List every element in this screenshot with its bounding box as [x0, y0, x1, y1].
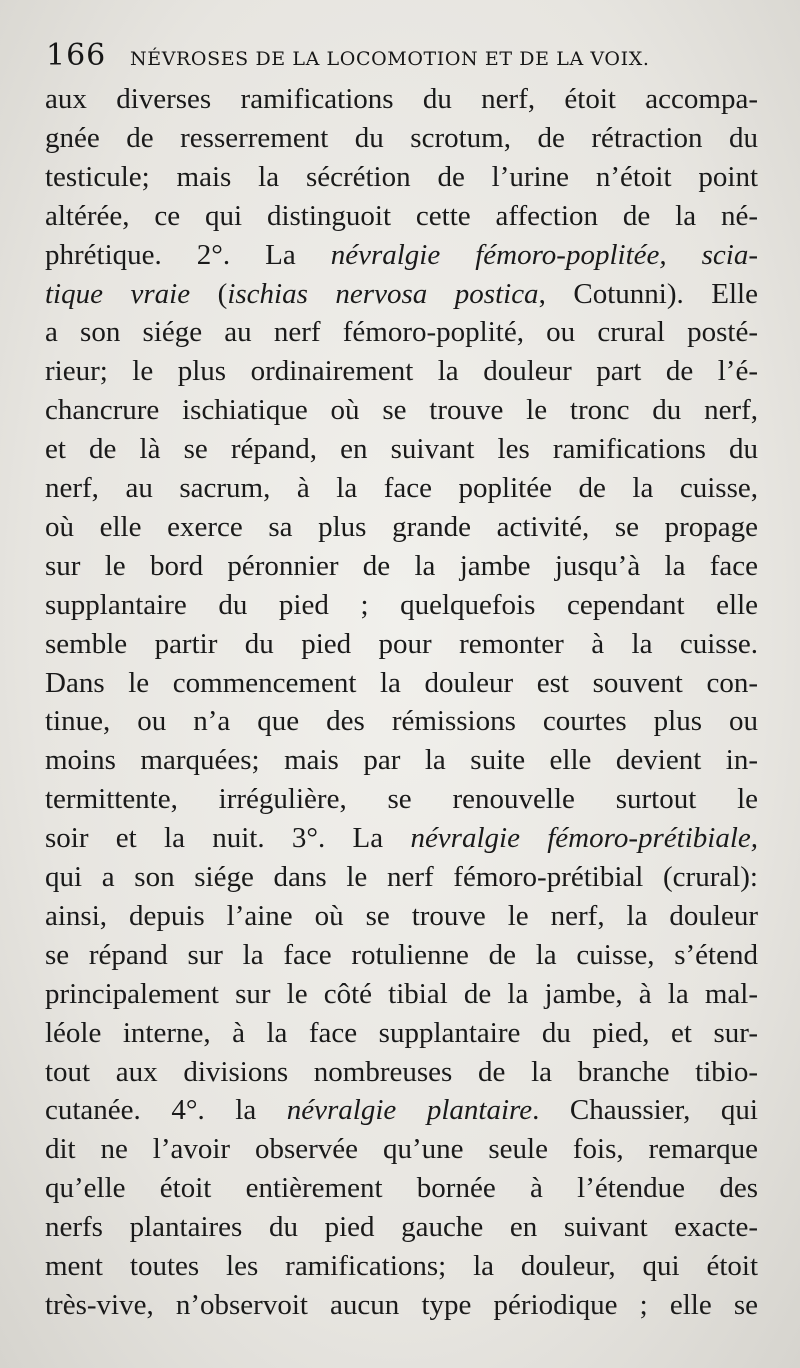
text-segment: aux diverses ramifications du nerf, étoit accompa- [45, 83, 758, 115]
text-line [45, 741, 758, 780]
text-segment: tinue, ou n’a que des rémissions courtes plus ou [45, 705, 758, 738]
text-line [45, 275, 758, 314]
text-line [45, 1130, 758, 1169]
text-line [45, 1014, 758, 1053]
text-line [45, 1286, 758, 1325]
text-line [45, 1169, 758, 1208]
text-segment: altérée, ce qui distinguoit cette affection de la né- [45, 199, 758, 232]
text-segment: termittente, irrégulière, se renouvelle surtout le [45, 783, 758, 816]
text-segment: ainsi, depuis l’aine où se trouve le nerf, la douleur [45, 899, 758, 932]
text-segment: ( [190, 277, 228, 310]
text-segment: tout aux divisions nombreuses de la branche tibio- [45, 1055, 758, 1088]
text-segment: supplantaire du pied ; quelquefois cependant elle [45, 588, 758, 621]
text-segment: . Chaussier, qui [532, 1094, 758, 1127]
text-line [45, 391, 758, 430]
text-line [45, 80, 758, 119]
text-line [45, 936, 758, 975]
italic-text: tique vraie [45, 277, 191, 310]
text-line [45, 469, 758, 508]
text-segment: et de là se répand, en suivant les ramifications du [45, 433, 758, 466]
text-segment: Dans le commencement la douleur est souvent con- [45, 666, 758, 699]
text-line [45, 1053, 758, 1092]
page-header [46, 38, 756, 78]
text-segment: soir et la nuit. 3°. La [45, 822, 411, 855]
body-text [45, 80, 758, 1350]
text-line [45, 197, 758, 236]
running-head: NÉVROSES DE LA LOCOMOTION ET DE LA VOIX. [130, 48, 650, 70]
text-segment: rieur; le plus ordinairement la douleur part de l’é- [45, 355, 758, 388]
text-line [45, 1247, 758, 1286]
italic-text: névralgie plantaire [286, 1094, 533, 1127]
italic-text: névralgie fémoro-poplitée, scia- [330, 238, 758, 271]
text-line [45, 975, 758, 1014]
text-line [45, 1091, 758, 1130]
text-line [45, 1208, 758, 1247]
text-segment: qu’elle étoit entièrement bornée à l’étendue des [45, 1172, 758, 1205]
italic-text: névralgie fémoro-prétibiale, [410, 822, 758, 855]
text-segment: testicule; mais la sécrétion de l’urine n’étoit point [45, 160, 758, 193]
text-line [45, 313, 758, 352]
text-segment: très-vive, n’observoit aucun type périodique ; elle se [45, 1288, 758, 1321]
text-line [45, 858, 758, 897]
text-segment: léole interne, à la face supplantaire du pied, et sur- [45, 1016, 758, 1049]
page-number: 166 [46, 38, 107, 73]
text-line [45, 780, 758, 819]
text-segment: qui a son siége dans le nerf fémoro-prétibial (crural): [45, 861, 758, 893]
text-line [45, 547, 758, 586]
text-segment: dit ne l’avoir observée qu’une seule fois, remarque [45, 1133, 758, 1166]
text-line [45, 352, 758, 391]
text-segment: semble partir du pied pour remonter à la cuisse. [45, 627, 758, 660]
text-segment: chancrure ischiatique où se trouve le tronc du nerf, [45, 394, 758, 427]
text-line [45, 508, 758, 547]
text-line [45, 430, 758, 469]
text-line [45, 158, 758, 197]
text-segment: phrétique. 2°. La [45, 238, 331, 271]
text-segment: sur le bord péronnier de la jambe jusqu’à la face [45, 549, 758, 582]
text-segment: nerf, au sacrum, à la face poplitée de la cuisse, [45, 472, 758, 504]
text-segment: où elle exerce sa plus grande activité, se propage [45, 510, 758, 543]
text-segment: a son siége au nerf fémoro-poplité, ou crural posté- [45, 316, 758, 349]
text-line [45, 702, 758, 741]
text-segment: gnée de resserrement du scrotum, de rétraction du [45, 121, 758, 154]
text-segment: se répand sur la face rotulienne de la cuisse, s’étend [45, 938, 758, 971]
italic-text: ischias nervosa postica [227, 277, 539, 310]
text-line [45, 586, 758, 625]
text-segment: cutanée. 4°. la [45, 1094, 287, 1127]
text-segment: , Cotunni). Elle [538, 277, 758, 310]
text-segment: nerfs plantaires du pied gauche en suivant exacte- [45, 1211, 758, 1244]
text-line [45, 119, 758, 158]
text-line [45, 625, 758, 664]
text-line [45, 819, 758, 858]
text-line [45, 897, 758, 936]
text-segment: principalement sur le côté tibial de la jambe, à la mal- [45, 977, 758, 1010]
text-line [45, 664, 758, 703]
text-segment: ment toutes les ramifications; la douleur, qui étoit [45, 1250, 758, 1282]
text-segment: moins marquées; mais par la suite elle devient in- [45, 744, 758, 777]
text-line [45, 236, 758, 275]
